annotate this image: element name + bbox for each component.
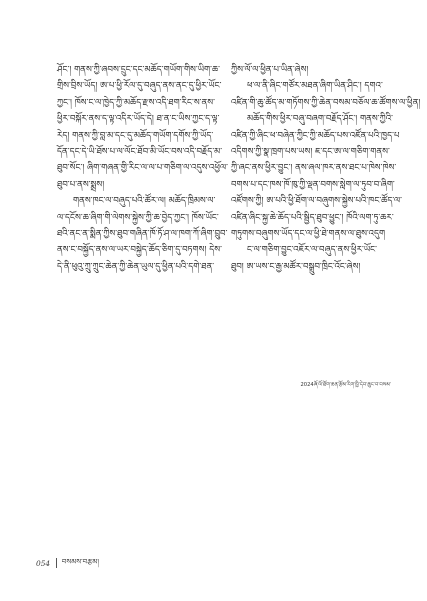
right-column-text-line: ང་ལ་གཅིག་བྱུང་འཇོར་ལ་བཞུད་ནས་ཕྱིར་ཡོང་ xyxy=(247,245,377,256)
source-note: 2024ཞོ་ལོ་ཐོག་ཆན་རྩོམ་རིག་ཁྱི་དེབ་ཆུང་བ་བསམ་ xyxy=(300,382,391,388)
left-column-text-line: རེད། གནས་ཀྱི་བླ་མ་དང་དུ་མཆོད་གཡོག་དགོས་ཀྱི་ཡོད་ xyxy=(57,130,214,141)
right-column-text-line: གཏུགས་བཞུགས་ཡོད་དང་ལ་ཕྱི་ཐེ་གནས་ལ་ཐུས་འདུག xyxy=(231,229,386,240)
right-column-text-line: འཛིན་གི་ཆུ་ཚོད་མ་གཏོགས་ཀྱི་ཆེན་བསམ་བཅོལ་ཆ་ཚོགས་ལ་ཕྱིན། xyxy=(231,97,421,108)
page-number: 054 xyxy=(36,558,51,568)
left-column-text-line: ལ་དངོས་ཆ་ཞིག་གི་ལེགས་སྐྱེས་ཀྱི་ཆ་བྱེད་ཀྱང་། ཁོས་ཡོང་ xyxy=(57,212,219,223)
right-column-paragraph xyxy=(231,78,421,111)
left-column-text-line: དེ་ནི་ཕུའུ་ཀྲུ་ཀྲུང་ཆེན་ཀྱི་ཆེན་ཡུལ་དུ་ཕྱིན་པའི་དགེ་ཐན་ xyxy=(57,261,215,272)
left-column-text-line: ཐུབ་པ་ནས་སྨྲས། xyxy=(57,179,105,190)
left-column-paragraph xyxy=(57,62,228,193)
left-column-text-line: ནས་ང་བསྐྱོད་ནས་ལ་ཡར་བསྐྱེད་ཆོད་ཅིག་དུ་བཏགས། དེས་ xyxy=(57,245,222,256)
footer-journal-title: བསམས་བརྩམ། xyxy=(61,556,100,566)
left-column-text-line: ཀྱང་། ཁོས་ང་ལ་ཁྱེད་ཀྱི་མཆོད་རྫས་འདི་ཐག་རིང་ས་ནས་ xyxy=(57,97,216,108)
left-column-text-line: ཐུབ་སོང་། ཞིག་གཞན་གྱི་རིང་ལ་ལ་པ་གཅིག་ལ་འདུས་འཕྱོལ་ xyxy=(57,163,228,174)
left-column-text-line: གྲིས་བྲིས་ཡོད། ཨ་པ་ཕྱི་རོལ་དུ་བཞུད་ནས་ནང་དུ་ཕྱིར་ཡོང་ xyxy=(57,81,222,92)
left-column-text-line: དོན་དང་དེ་ཡི་ཐོས་པ་ལ་ལོང་ཐོབ་མི་ཡོང་བས་འདི་བརྗོད་མ་ xyxy=(57,147,223,158)
right-column-text-line: བགས་པ་དང་ཁས་ཁོ་ཁུ་ཀྱི་ལྡན་བགས་སླེག་ལ་ཏུབ་བ་ཞིག་ xyxy=(231,179,395,190)
left-text-column xyxy=(57,62,228,275)
left-column-text-line: ཐའི་ནང་ན་སྨིན་ཀྱིས་ཐུབ་གཞིན་ཁོ་ཏོ་ཤ་ལ་ཁག་ཀོ་ཞིག་བྲུབ་ xyxy=(57,229,228,240)
right-column-text-line: ཀྱི་ཞང་ནས་ཕྱིར་བྱུང་། ནས་ཞལ་ཁར་ནས་ཐང་པ་ཁེས་ཁེས་ xyxy=(231,163,397,174)
right-column-text-line: ཐུབ། ཨ་ཡས་ང་རྒྱ་མཚོར་བསྒྲུབ་ཁྲིང་འོང་ཞེས། xyxy=(231,261,361,272)
right-column-text-line: འཛིན་ཞིང་སྐྱ་ཆེ་ཆོད་པའི་སྦྱིད་ཐུབ་ཕྱུང་། ཁོའི་ལག་ཏུ་ཆར་ xyxy=(231,212,394,223)
right-column-text-line: འདིགས་ཀྱི་སྣ་ཁྲག་པས་ཡས། ཇ་དང་ཨ་ལ་གཅིག་གནས་ xyxy=(231,147,390,158)
left-column-paragraph xyxy=(57,193,228,275)
right-column-paragraph xyxy=(231,111,402,242)
right-column-text-line: མཆོད་གིས་ཕྱིར་བཞུ་བཞག་བརྗོད་ཤོང་། གནས་ཀྱིའི་ xyxy=(247,114,394,125)
right-column-text-line: ཕ་ལ་ནི་ཞིང་གཙོར་མཐན་ཞིག་ཡིན་ཤིང་། དགའ་ xyxy=(247,81,383,92)
right-text-column xyxy=(231,62,421,275)
footer-divider xyxy=(56,558,57,568)
page-footer xyxy=(36,557,99,569)
right-column-text-line: འཛོགས་ཀྱི། ཨ་པའི་ཕྱི་ཐོག་ལ་བཞུགས་སྐྱེས་པའི་ཁང་ཚོད་ལ་ xyxy=(231,196,402,207)
right-column-paragraph xyxy=(231,62,391,78)
right-column-text-line: ཀྱིས་ལོ་ལ་ཕྱིན་པ་ཡིན་ཞེས། xyxy=(231,65,309,75)
left-column-text-line: ཕྱིར་བསྐོར་ནས་ད་ལྟ་འདིར་ཡོད་དེ། ཐ་ན་ང་ཡིས་ཀྱང་ད་ལྟ་ xyxy=(57,114,220,125)
right-column-paragraph xyxy=(231,242,391,275)
left-column-text-line: ཤོང་། གནས་ཀྱི་ཞབས་དྲུང་དང་མཆོད་གཡོག་གིས་ཡིག་ཆ་ xyxy=(57,65,221,75)
right-column-text-line: འཛིན་ཀྱི་ཞིང་ཕ་བཞེན་ཀྱིང་ཀྱི་མཆོད་པས་འཛོན་པའི་ཁྱད་པ xyxy=(231,130,400,141)
left-column-text-line: གནས་ཁང་ལ་བཞུད་པའི་ཚོར་ལ། མཆོད་ཁྲིམས་ལ་ xyxy=(73,196,216,207)
